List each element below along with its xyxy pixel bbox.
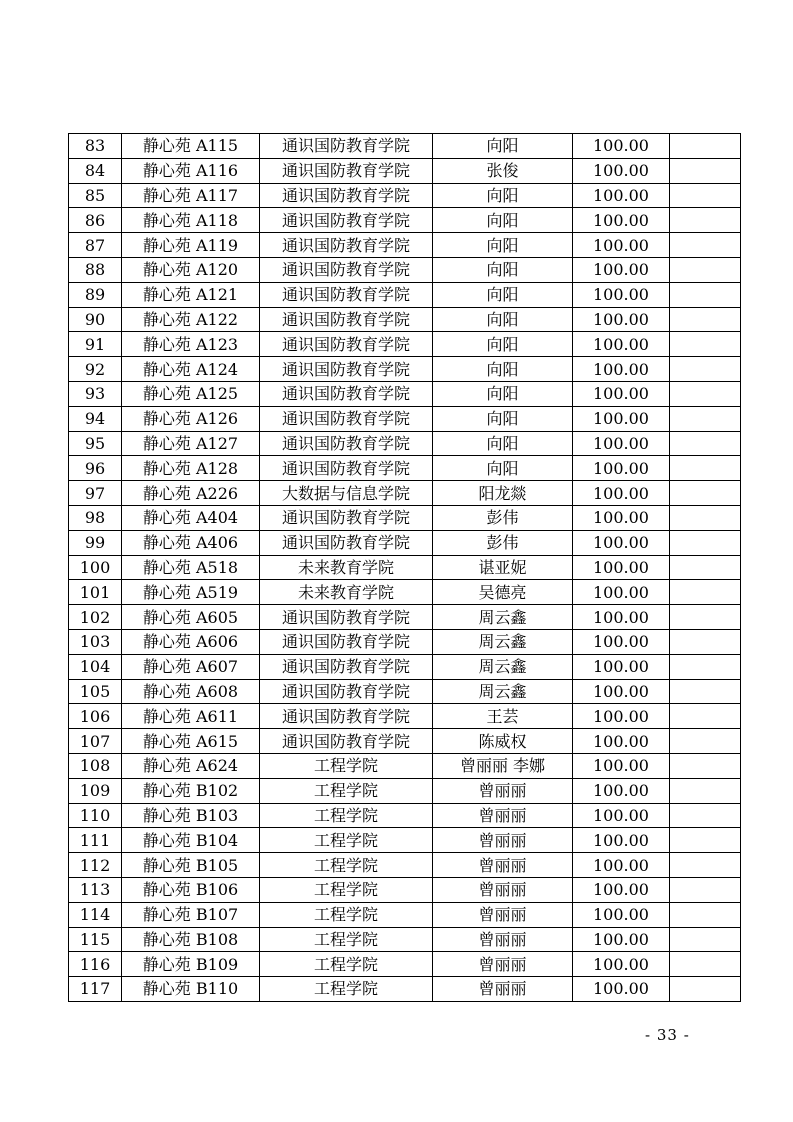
remark-cell	[670, 729, 741, 754]
remark-cell	[670, 134, 741, 159]
remark-cell	[670, 952, 741, 977]
responsible-person-cell: 向阳	[433, 134, 573, 159]
room-cell: 静心苑 A607	[122, 654, 260, 679]
score-cell: 100.00	[573, 753, 670, 778]
room-cell: 静心苑 A121	[122, 282, 260, 307]
college-cell: 通识国防教育学院	[260, 406, 433, 431]
score-cell: 100.00	[573, 729, 670, 754]
college-cell: 工程学院	[260, 977, 433, 1002]
score-cell: 100.00	[573, 233, 670, 258]
score-cell: 100.00	[573, 183, 670, 208]
table-row	[69, 952, 741, 977]
score-cell: 100.00	[573, 654, 670, 679]
score-cell: 100.00	[573, 629, 670, 654]
remark-cell	[670, 927, 741, 952]
college-cell: 通识国防教育学院	[260, 456, 433, 481]
responsible-person-cell: 曾丽丽	[433, 977, 573, 1002]
responsible-person-cell: 陈威权	[433, 729, 573, 754]
table-row	[69, 406, 741, 431]
responsible-person-cell: 周云鑫	[433, 679, 573, 704]
responsible-person-cell: 彭伟	[433, 505, 573, 530]
room-cell: 静心苑 B104	[122, 828, 260, 853]
row-number-cell: 88	[69, 257, 122, 282]
college-cell: 通识国防教育学院	[260, 183, 433, 208]
college-cell: 通识国防教育学院	[260, 729, 433, 754]
table-body	[69, 134, 741, 1002]
row-number-cell: 90	[69, 307, 122, 332]
row-number-cell: 85	[69, 183, 122, 208]
table-row	[69, 282, 741, 307]
page-number: - 33 -	[645, 1026, 690, 1044]
room-cell: 静心苑 A120	[122, 257, 260, 282]
table-row	[69, 977, 741, 1002]
college-cell: 通识国防教育学院	[260, 605, 433, 630]
college-cell: 大数据与信息学院	[260, 481, 433, 506]
score-cell: 100.00	[573, 431, 670, 456]
college-cell: 通识国防教育学院	[260, 654, 433, 679]
table-row	[69, 753, 741, 778]
room-cell: 静心苑 A519	[122, 580, 260, 605]
remark-cell	[670, 803, 741, 828]
table-row	[69, 505, 741, 530]
responsible-person-cell: 向阳	[433, 431, 573, 456]
responsible-person-cell: 向阳	[433, 357, 573, 382]
score-cell: 100.00	[573, 952, 670, 977]
row-number-cell: 110	[69, 803, 122, 828]
responsible-person-cell: 曾丽丽	[433, 902, 573, 927]
row-number-cell: 100	[69, 555, 122, 580]
room-cell: 静心苑 A115	[122, 134, 260, 159]
remark-cell	[670, 654, 741, 679]
college-cell: 通识国防教育学院	[260, 134, 433, 159]
remark-cell	[670, 679, 741, 704]
row-number-cell: 114	[69, 902, 122, 927]
row-number-cell: 109	[69, 778, 122, 803]
score-cell: 100.00	[573, 505, 670, 530]
room-cell: 静心苑 A123	[122, 332, 260, 357]
remark-cell	[670, 307, 741, 332]
score-cell: 100.00	[573, 803, 670, 828]
responsible-person-cell: 曾丽丽	[433, 853, 573, 878]
responsible-person-cell: 王芸	[433, 704, 573, 729]
row-number-cell: 94	[69, 406, 122, 431]
score-cell: 100.00	[573, 257, 670, 282]
table-row	[69, 877, 741, 902]
responsible-person-cell: 向阳	[433, 456, 573, 481]
score-cell: 100.00	[573, 134, 670, 159]
responsible-person-cell: 曾丽丽	[433, 778, 573, 803]
college-cell: 通识国防教育学院	[260, 530, 433, 555]
score-cell: 100.00	[573, 828, 670, 853]
score-cell: 100.00	[573, 307, 670, 332]
room-cell: 静心苑 B108	[122, 927, 260, 952]
college-cell: 通识国防教育学院	[260, 282, 433, 307]
remark-cell	[670, 183, 741, 208]
college-cell: 工程学院	[260, 952, 433, 977]
table-row	[69, 803, 741, 828]
row-number-cell: 95	[69, 431, 122, 456]
row-number-cell: 117	[69, 977, 122, 1002]
responsible-person-cell: 阳龙燚	[433, 481, 573, 506]
room-cell: 静心苑 A518	[122, 555, 260, 580]
room-cell: 静心苑 A406	[122, 530, 260, 555]
row-number-cell: 105	[69, 679, 122, 704]
responsible-person-cell: 曾丽丽	[433, 828, 573, 853]
responsible-person-cell: 吴德亮	[433, 580, 573, 605]
row-number-cell: 83	[69, 134, 122, 159]
responsible-person-cell: 向阳	[433, 406, 573, 431]
remark-cell	[670, 257, 741, 282]
table-row	[69, 307, 741, 332]
remark-cell	[670, 406, 741, 431]
score-cell: 100.00	[573, 357, 670, 382]
table-row	[69, 530, 741, 555]
table-row	[69, 605, 741, 630]
remark-cell	[670, 555, 741, 580]
remark-cell	[670, 877, 741, 902]
responsible-person-cell: 曾丽丽	[433, 927, 573, 952]
responsible-person-cell: 曾丽丽	[433, 803, 573, 828]
college-cell: 工程学院	[260, 877, 433, 902]
room-cell: 静心苑 A116	[122, 158, 260, 183]
row-number-cell: 101	[69, 580, 122, 605]
row-number-cell: 92	[69, 357, 122, 382]
college-cell: 工程学院	[260, 803, 433, 828]
table-row	[69, 158, 741, 183]
score-cell: 100.00	[573, 158, 670, 183]
responsible-person-cell: 曾丽丽	[433, 952, 573, 977]
score-cell: 100.00	[573, 853, 670, 878]
table-row	[69, 233, 741, 258]
remark-cell	[670, 431, 741, 456]
table-row	[69, 654, 741, 679]
room-cell: 静心苑 B102	[122, 778, 260, 803]
college-cell: 通识国防教育学院	[260, 208, 433, 233]
row-number-cell: 93	[69, 381, 122, 406]
score-cell: 100.00	[573, 580, 670, 605]
table-row	[69, 381, 741, 406]
college-cell: 工程学院	[260, 828, 433, 853]
remark-cell	[670, 282, 741, 307]
college-cell: 通识国防教育学院	[260, 307, 433, 332]
room-cell: 静心苑 B107	[122, 902, 260, 927]
responsible-person-cell: 向阳	[433, 332, 573, 357]
room-cell: 静心苑 A404	[122, 505, 260, 530]
remark-cell	[670, 332, 741, 357]
responsible-person-cell: 向阳	[433, 183, 573, 208]
row-number-cell: 96	[69, 456, 122, 481]
room-cell: 静心苑 A608	[122, 679, 260, 704]
remark-cell	[670, 853, 741, 878]
score-cell: 100.00	[573, 877, 670, 902]
table-row	[69, 357, 741, 382]
responsible-person-cell: 曾丽丽	[433, 877, 573, 902]
score-cell: 100.00	[573, 282, 670, 307]
room-cell: 静心苑 A118	[122, 208, 260, 233]
row-number-cell: 98	[69, 505, 122, 530]
remark-cell	[670, 456, 741, 481]
score-cell: 100.00	[573, 555, 670, 580]
remark-cell	[670, 580, 741, 605]
room-cell: 静心苑 B106	[122, 877, 260, 902]
remark-cell	[670, 605, 741, 630]
remark-cell	[670, 704, 741, 729]
room-cell: 静心苑 A611	[122, 704, 260, 729]
college-cell: 通识国防教育学院	[260, 381, 433, 406]
row-number-cell: 97	[69, 481, 122, 506]
college-cell: 通识国防教育学院	[260, 679, 433, 704]
table-row	[69, 778, 741, 803]
score-cell: 100.00	[573, 332, 670, 357]
responsible-person-cell: 周云鑫	[433, 605, 573, 630]
room-cell: 静心苑 B110	[122, 977, 260, 1002]
table-row	[69, 902, 741, 927]
row-number-cell: 91	[69, 332, 122, 357]
room-cell: 静心苑 A606	[122, 629, 260, 654]
room-cell: 静心苑 A117	[122, 183, 260, 208]
table-row	[69, 456, 741, 481]
room-cell: 静心苑 A122	[122, 307, 260, 332]
remark-cell	[670, 233, 741, 258]
score-cell: 100.00	[573, 778, 670, 803]
table-row	[69, 580, 741, 605]
row-number-cell: 87	[69, 233, 122, 258]
score-cell: 100.00	[573, 605, 670, 630]
score-cell: 100.00	[573, 481, 670, 506]
room-cell: 静心苑 A127	[122, 431, 260, 456]
score-cell: 100.00	[573, 679, 670, 704]
table-row	[69, 208, 741, 233]
responsible-person-cell: 周云鑫	[433, 629, 573, 654]
row-number-cell: 107	[69, 729, 122, 754]
responsible-person-cell: 曾丽丽 李娜	[433, 753, 573, 778]
college-cell: 未来教育学院	[260, 555, 433, 580]
score-cell: 100.00	[573, 704, 670, 729]
college-cell: 通识国防教育学院	[260, 233, 433, 258]
room-cell: 静心苑 B103	[122, 803, 260, 828]
responsible-person-cell: 周云鑫	[433, 654, 573, 679]
room-cell: 静心苑 A624	[122, 753, 260, 778]
college-cell: 未来教育学院	[260, 580, 433, 605]
score-cell: 100.00	[573, 208, 670, 233]
remark-cell	[670, 902, 741, 927]
score-cell: 100.00	[573, 381, 670, 406]
table-row	[69, 853, 741, 878]
room-cell: 静心苑 A128	[122, 456, 260, 481]
row-number-cell: 116	[69, 952, 122, 977]
room-cell: 静心苑 A124	[122, 357, 260, 382]
row-number-cell: 84	[69, 158, 122, 183]
remark-cell	[670, 505, 741, 530]
table-row	[69, 183, 741, 208]
college-cell: 通识国防教育学院	[260, 704, 433, 729]
remark-cell	[670, 629, 741, 654]
responsible-person-cell: 向阳	[433, 282, 573, 307]
row-number-cell: 86	[69, 208, 122, 233]
remark-cell	[670, 208, 741, 233]
table-row	[69, 828, 741, 853]
table-row	[69, 729, 741, 754]
college-cell: 工程学院	[260, 753, 433, 778]
table-row	[69, 431, 741, 456]
row-number-cell: 104	[69, 654, 122, 679]
room-cell: 静心苑 A126	[122, 406, 260, 431]
room-cell: 静心苑 A125	[122, 381, 260, 406]
college-cell: 工程学院	[260, 902, 433, 927]
college-cell: 通识国防教育学院	[260, 431, 433, 456]
row-number-cell: 115	[69, 927, 122, 952]
dormitory-score-table-container	[68, 133, 741, 1002]
responsible-person-cell: 向阳	[433, 208, 573, 233]
score-cell: 100.00	[573, 927, 670, 952]
table-row	[69, 927, 741, 952]
remark-cell	[670, 530, 741, 555]
college-cell: 工程学院	[260, 778, 433, 803]
row-number-cell: 112	[69, 853, 122, 878]
table-row	[69, 481, 741, 506]
responsible-person-cell: 向阳	[433, 307, 573, 332]
table-row	[69, 257, 741, 282]
responsible-person-cell: 张俊	[433, 158, 573, 183]
remark-cell	[670, 828, 741, 853]
college-cell: 工程学院	[260, 853, 433, 878]
responsible-person-cell: 向阳	[433, 257, 573, 282]
table-row	[69, 629, 741, 654]
remark-cell	[670, 778, 741, 803]
score-cell: 100.00	[573, 902, 670, 927]
college-cell: 通识国防教育学院	[260, 158, 433, 183]
remark-cell	[670, 753, 741, 778]
remark-cell	[670, 158, 741, 183]
college-cell: 通识国防教育学院	[260, 505, 433, 530]
college-cell: 通识国防教育学院	[260, 257, 433, 282]
responsible-person-cell: 彭伟	[433, 530, 573, 555]
score-cell: 100.00	[573, 406, 670, 431]
responsible-person-cell: 向阳	[433, 381, 573, 406]
row-number-cell: 99	[69, 530, 122, 555]
room-cell: 静心苑 A119	[122, 233, 260, 258]
row-number-cell: 106	[69, 704, 122, 729]
row-number-cell: 113	[69, 877, 122, 902]
college-cell: 通识国防教育学院	[260, 332, 433, 357]
college-cell: 工程学院	[260, 927, 433, 952]
row-number-cell: 103	[69, 629, 122, 654]
row-number-cell: 89	[69, 282, 122, 307]
score-cell: 100.00	[573, 977, 670, 1002]
dormitory-score-table	[68, 133, 741, 1002]
score-cell: 100.00	[573, 530, 670, 555]
college-cell: 通识国防教育学院	[260, 357, 433, 382]
row-number-cell: 108	[69, 753, 122, 778]
table-row	[69, 679, 741, 704]
table-row	[69, 332, 741, 357]
row-number-cell: 111	[69, 828, 122, 853]
room-cell: 静心苑 B105	[122, 853, 260, 878]
remark-cell	[670, 977, 741, 1002]
responsible-person-cell: 谌亚妮	[433, 555, 573, 580]
row-number-cell: 102	[69, 605, 122, 630]
table-row	[69, 555, 741, 580]
table-row	[69, 704, 741, 729]
score-cell: 100.00	[573, 456, 670, 481]
remark-cell	[670, 381, 741, 406]
responsible-person-cell: 向阳	[433, 233, 573, 258]
room-cell: 静心苑 A615	[122, 729, 260, 754]
room-cell: 静心苑 A605	[122, 605, 260, 630]
room-cell: 静心苑 A226	[122, 481, 260, 506]
table-row	[69, 134, 741, 159]
college-cell: 通识国防教育学院	[260, 629, 433, 654]
room-cell: 静心苑 B109	[122, 952, 260, 977]
remark-cell	[670, 481, 741, 506]
remark-cell	[670, 357, 741, 382]
